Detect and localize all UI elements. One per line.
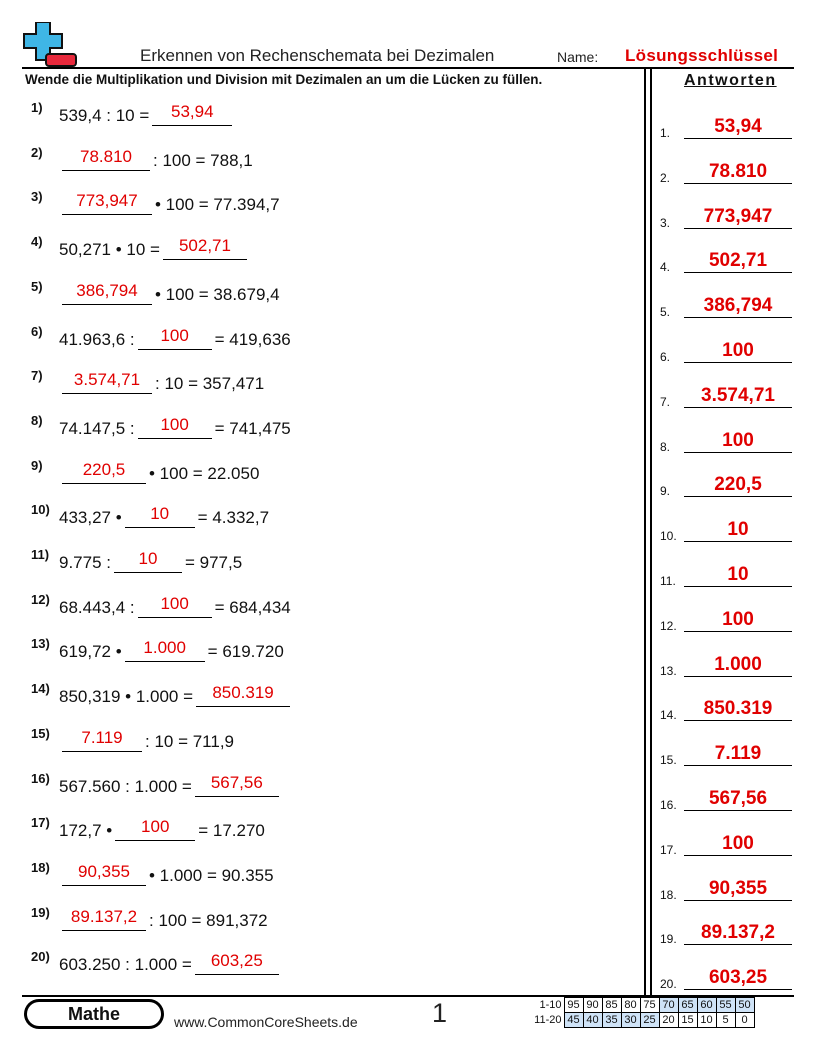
score-cell: 75 [640,998,659,1013]
answer-blank[interactable]: 100 [138,594,212,618]
answer-key-value: 386,794 [703,295,773,317]
problem-number: 17) [31,815,50,831]
answer-blank[interactable]: 850.319 [196,683,290,707]
problem-expression [59,504,269,528]
instructions: Wende die Multiplikation und Division mit Dezimalen an um die Lücken zu füllen. [25,72,543,87]
answer-key-value: 603,25 [708,967,768,989]
score-cell: 15 [678,1013,697,1028]
score-cell: 10 [697,1013,716,1028]
problem-row [25,681,625,709]
problem-row [25,234,625,262]
plus-minus-logo-icon [22,22,78,68]
answer-key-number: 10. [660,529,677,544]
answer-key-number: 14. [660,708,677,723]
problem-number: 14) [31,681,50,697]
expression-left: 41.963,6 : [59,329,135,349]
answer-key-row [660,692,800,722]
answer-key-value: 567,56 [708,788,768,809]
expression-right: • 100 = 22.050 [149,463,260,483]
problem-row [25,368,625,396]
expression-right: : 10 = 711,9 [145,731,235,751]
expression-right: • 1.000 = 90.355 [149,865,274,885]
answer-key-row [660,468,800,498]
problem-expression [59,638,284,662]
problem-number: 7) [31,368,43,384]
answer-key-number: 8. [660,439,671,454]
answer-blank[interactable]: 567,56 [195,773,279,797]
answer-key-row [660,110,800,140]
answer-key-line [684,989,792,990]
answer-key-value: 78.810 [708,160,768,182]
score-row-label: 11-20 [534,1014,562,1026]
expression-left: 433,27 • [59,508,122,528]
answer-blank[interactable]: 386,794 [62,281,152,305]
answer-blank[interactable]: 100 [115,817,195,841]
problem-number: 2) [31,144,43,160]
problem-expression [59,102,235,126]
answer-key-row [660,155,800,185]
answer-key-line [684,676,792,677]
score-cell: 60 [697,998,716,1013]
answer-key-line [684,855,792,856]
problem-expression [59,951,282,975]
expression-right: = 977,5 [185,553,243,572]
answer-key-number: 16. [660,798,677,812]
answer-key-value: 100 [722,340,754,361]
answer-key-value: 100 [722,429,754,451]
answer-key-line [684,317,792,318]
expression-right: : 100 = 788,1 [153,150,253,170]
answer-key-value: 100 [722,608,754,630]
score-cell: 45 [564,1013,583,1028]
score-row [528,1013,754,1028]
answer-key-line [684,586,792,587]
problem-expression [59,326,291,350]
answer-blank[interactable]: 78.810 [62,147,150,171]
problem-number: 15) [31,725,50,741]
name-label: Name: [557,49,599,65]
problem-row [25,502,625,530]
answer-key-number: 13. [660,663,677,678]
answer-key-line [684,272,792,273]
problem-expression [59,594,291,618]
answer-key-number: 11. [660,574,676,588]
answer-key-line [684,720,792,721]
problem-row [25,636,625,664]
answer-key-line [684,900,792,901]
problem-row [25,592,625,620]
problem-number: 8) [31,412,43,428]
answer-blank[interactable]: 90,355 [62,862,146,886]
answer-key-line [684,407,792,408]
answer-blank[interactable]: 53,94 [152,102,232,126]
score-row [528,998,754,1013]
answer-key-row [660,200,800,230]
answers-title: Antworten [684,72,777,89]
problem-expression [59,683,293,707]
answer-key-number: 3. [660,215,671,230]
column-divider [644,68,646,995]
problem-row [25,547,625,575]
site-url: www.CommonCoreSheets.de [174,1014,358,1030]
score-cell: 90 [583,998,602,1013]
problem-number: 9) [31,457,43,473]
answer-key-line [684,362,792,363]
problem-row [25,100,625,128]
problem-number: 6) [31,323,43,339]
problem-row [25,726,625,754]
answer-key-value: 100 [722,832,754,854]
expression-right: : 100 = 891,372 [149,910,268,930]
answer-key-row [660,513,800,543]
problem-expression [59,862,274,886]
problem-expression [59,281,280,305]
problem-expression [59,147,253,171]
problem-expression [59,191,280,215]
answer-blank[interactable]: 603,25 [195,951,279,975]
problem-expression [59,728,234,752]
answer-key-row [660,244,800,274]
answer-blank[interactable]: 773,947 [62,191,152,215]
answer-key-value: 773,947 [703,205,773,227]
answer-blank[interactable]: 10 [114,549,182,573]
answer-key-number: 9. [660,484,671,499]
answer-blank[interactable]: 3.574,71 [62,370,152,394]
answer-blank[interactable]: 1.000 [125,638,205,662]
problem-number: 5) [31,278,43,294]
answer-key-value: 502,71 [708,250,768,272]
expression-left: 603.250 : 1.000 = [59,955,192,975]
problem-number: 12) [31,591,50,607]
problem-expression [59,773,282,797]
problem-expression [59,415,291,439]
answer-key-value: 1.000 [714,653,762,675]
brand-badge [24,999,164,1029]
score-cell: 95 [564,998,583,1013]
answer-key-value: 89.137,2 [701,922,775,944]
expression-right: • 100 = 77.394,7 [155,195,280,215]
answer-key-row [660,782,800,812]
score-cell: 25 [640,1013,659,1028]
problem-number: 11) [31,547,50,562]
problem-number: 20) [31,949,50,965]
worksheet-title: Erkennen von Rechenschemata bei Dezimalen [140,46,495,65]
problem-row [25,189,625,217]
score-cell: 80 [621,998,640,1013]
expression-right: = 4.332,7 [197,508,270,528]
answer-blank[interactable]: 7.119 [62,728,142,752]
expression-right: = 684,434 [214,597,291,617]
problem-number: 10) [31,502,50,518]
answer-key-line [684,810,792,811]
problem-expression [59,817,265,841]
expression-right: = 17.270 [198,821,265,841]
expression-right: = 741,475 [214,418,291,438]
score-cell: 50 [735,998,754,1013]
answer-blank[interactable]: 89.137,2 [62,907,146,931]
problem-expression [59,549,242,573]
answer-key-row [660,558,800,588]
header-divider [22,67,794,69]
answer-key-number: 6. [660,350,671,364]
answer-key-row [660,424,800,454]
answer-key-number: 2. [660,170,671,185]
score-table [528,997,755,1028]
answer-key-value: 3.574,71 [701,384,775,406]
expression-left: 74.147,5 : [59,418,135,438]
answer-key-row [660,872,800,902]
answer-blank[interactable]: 100 [138,326,212,350]
expression-left: 68.443,4 : [59,597,135,617]
score-cell: 0 [735,1013,754,1028]
problem-number: 18) [31,859,50,875]
answer-key-value: 10 [727,519,749,541]
expression-right: = 419,636 [214,329,291,349]
score-cell: 70 [659,998,678,1013]
answer-key-row [660,916,800,946]
score-cell: 35 [602,1013,621,1028]
score-cell: 30 [621,1013,640,1028]
answer-key-line [684,183,792,184]
answer-key-number: 1. [660,126,671,140]
answer-key-value: 850.319 [703,698,773,720]
answer-key-line [684,631,792,632]
answer-key-line [684,541,792,542]
answer-blank[interactable]: 220,5 [62,460,146,484]
problem-row [25,324,625,352]
expression-left: 850,319 • 1.000 = [59,687,194,707]
answer-key-label: Lösungsschlüssel [625,46,779,65]
problem-row [25,815,625,843]
answer-key-number: 12. [660,618,677,633]
problem-expression [59,907,268,931]
answer-key-value: 7.119 [714,743,762,765]
problem-row [25,145,625,173]
problem-row [25,413,625,441]
problem-number: 13) [31,636,50,652]
expression-left: 567.560 : 1.000 = [59,776,192,796]
page-number: 1 [432,998,448,1028]
answer-key-number: 17. [660,842,677,857]
expression-left: 50,271 • 10 = [59,240,160,260]
answer-key-number: 15. [660,753,677,768]
answer-key-row [660,827,800,857]
problem-number: 19) [31,904,50,920]
problem-expression [59,460,259,484]
score-cell: 40 [583,1013,602,1028]
score-cell: 85 [602,998,621,1013]
answer-key-line [684,496,792,497]
answer-key-value: 10 [727,564,749,585]
expression-left: 9.775 : [59,553,111,572]
problem-number: 16) [31,770,50,786]
answer-key-row [660,379,800,409]
answer-key-value: 53,94 [714,116,762,137]
answer-key-number: 19. [660,932,677,947]
answer-blank[interactable]: 100 [138,415,212,439]
problem-row [25,458,625,486]
answer-key-row [660,648,800,678]
answer-key-row [660,737,800,767]
answer-key-value: 220,5 [714,474,762,496]
problem-expression [59,370,264,394]
problem-number: 4) [31,234,43,250]
expression-right: • 100 = 38.679,4 [155,284,280,304]
answer-key-line [684,944,792,945]
answer-key-number: 5. [660,305,671,320]
answer-key-line [684,138,792,139]
problem-number: 3) [31,189,43,205]
expression-right: = 619.720 [207,642,284,662]
answer-key-number: 7. [660,394,671,409]
answer-key-row [660,603,800,633]
problem-row [25,279,625,307]
score-cell: 20 [659,1013,678,1028]
expression-left: 619,72 • [59,642,122,662]
answer-key-line [684,228,792,229]
answer-key-number: 20. [660,977,677,992]
score-cell: 55 [716,998,735,1013]
brand-label: Mathe [27,1002,161,1026]
problem-number: 1) [31,100,43,115]
expression-right: : 10 = 357,471 [155,374,265,394]
answer-blank[interactable]: 10 [125,504,195,528]
problem-expression [59,236,250,260]
score-cell: 5 [716,1013,735,1028]
column-divider [650,68,652,995]
score-cell: 65 [678,998,697,1013]
answer-key-row [660,334,800,364]
answer-key-line [684,765,792,766]
expression-left: 172,7 • [59,821,113,841]
problem-row [25,949,625,977]
answer-key-value: 90,355 [708,877,768,899]
answer-key-number: 18. [660,887,677,902]
problem-row [25,905,625,933]
answer-blank[interactable]: 502,71 [163,236,247,260]
answer-key-line [684,452,792,453]
problem-row [25,771,625,799]
answer-key-row [660,961,800,991]
expression-left: 539,4 : 10 = [59,106,150,125]
answer-key-number: 4. [660,260,671,275]
answer-key-row [660,289,800,319]
problem-row [25,860,625,888]
score-row-label: 1-10 [539,999,562,1011]
